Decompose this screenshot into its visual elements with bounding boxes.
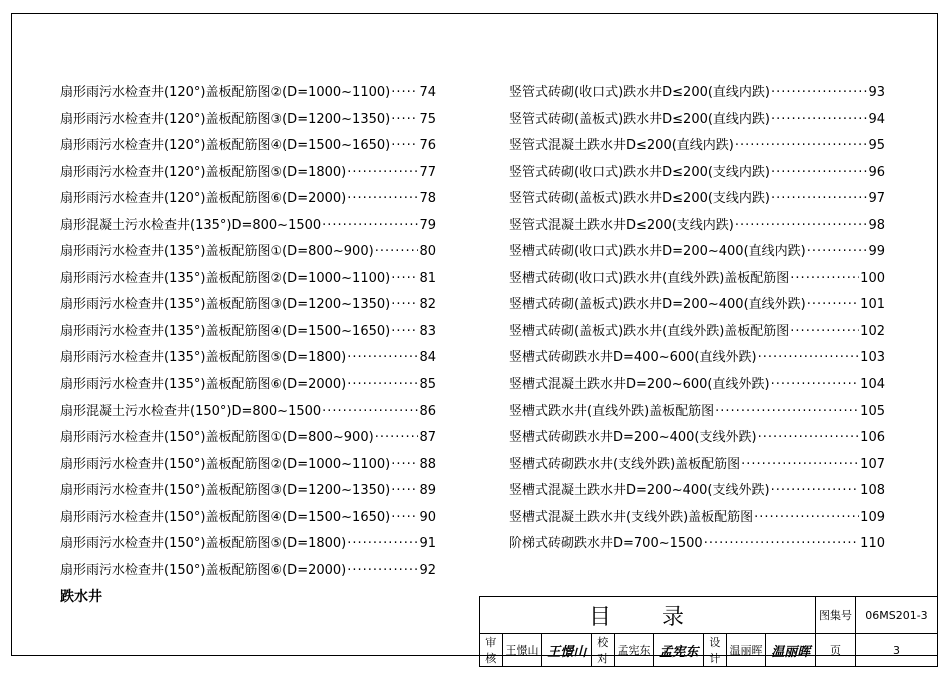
toc-entry-title: 扇形雨污水检查井(150°)盖板配筋图⑤(D=1800)	[60, 536, 347, 552]
toc-leader-dots	[758, 345, 860, 372]
toc-entry	[60, 239, 436, 266]
toc-entry	[60, 558, 436, 585]
toc-leader-dots	[391, 292, 418, 319]
toc-entry-page: 88	[419, 456, 436, 472]
toc-leader-dots	[735, 213, 868, 240]
toc-entry	[60, 292, 436, 319]
toc-leader-dots	[322, 213, 418, 240]
toc-entry	[509, 186, 885, 213]
toc-entry-page: 101	[860, 297, 885, 313]
toc-entry-title: 扇形雨污水检查井(120°)盖板配筋图③(D=1200~1350)	[60, 111, 391, 127]
toc-entry-title: 竖槽式砖砌(收口式)跌水井(直线外跌)盖板配筋图	[509, 270, 790, 286]
toc-leader-dots	[771, 186, 867, 213]
toc-entry-title: 扇形混凝土污水检查井(150°)D=800~1500	[60, 403, 322, 419]
toc-leader-dots	[735, 133, 868, 160]
toc-entry	[509, 266, 885, 293]
toc-leader-dots	[347, 531, 418, 558]
toc-entry-page: 85	[419, 377, 436, 393]
toc-entry-title: 扇形雨污水检查井(150°)盖板配筋图④(D=1500~1650)	[60, 509, 391, 525]
toc-leader-dots	[391, 133, 418, 160]
toc-entry-page: 94	[868, 111, 885, 127]
toc-entry	[60, 399, 436, 426]
toc-leader-dots	[771, 478, 860, 505]
toc-entry-title: 竖管式砖砌(收口式)跌水井D≤200(支线内跌)	[509, 164, 771, 180]
toc-entry-page: 105	[860, 403, 885, 419]
toc-leader-dots	[322, 399, 418, 426]
toc-leader-dots	[771, 372, 860, 399]
toc-entry-page: 79	[419, 217, 436, 233]
toc-entry	[509, 505, 885, 532]
toc-leader-dots	[771, 107, 867, 134]
toc-entry-page: 92	[419, 562, 436, 578]
toc-leader-dots	[790, 266, 859, 293]
toc-entry-page: 81	[419, 270, 436, 286]
toc-entry	[509, 478, 885, 505]
toc-leader-dots	[391, 266, 418, 293]
toc-entry-title: 扇形雨污水检查井(135°)盖板配筋图⑤(D=1800)	[60, 350, 347, 366]
toc-entry-title: 扇形雨污水检查井(135°)盖板配筋图③(D=1200~1350)	[60, 297, 391, 313]
toc-entry	[509, 531, 885, 558]
toc-entry	[509, 319, 885, 346]
toc-entry-title: 扇形雨污水检查井(135°)盖板配筋图⑥(D=2000)	[60, 377, 347, 393]
toc-entry-page: 80	[419, 244, 436, 260]
toc-leader-dots	[391, 107, 418, 134]
toc-entry	[60, 107, 436, 134]
toc-leader-dots	[391, 505, 418, 532]
toc-entry	[509, 372, 885, 399]
toc-leader-dots	[715, 399, 859, 426]
toc-entry-title: 竖管式砖砌(盖板式)跌水井D≤200(直线内跌)	[509, 111, 771, 127]
toc-entry-title: 竖槽式砖砌(盖板式)跌水井(直线外跌)盖板配筋图	[509, 323, 790, 339]
toc-entry-title: 竖槽式混凝土跌水井D=200~600(直线外跌)	[509, 377, 770, 393]
design-signature: 温丽晖	[766, 634, 816, 667]
toc-entry	[509, 399, 885, 426]
toc-entry-page: 75	[419, 111, 436, 127]
toc-entry-title: 竖槽式砖砌(盖板式)跌水井D=200~400(直线外跌)	[509, 297, 806, 313]
page-label: 页	[816, 634, 856, 667]
toc-entry-title: 竖槽式砖砌跌水井D=400~600(直线外跌)	[509, 350, 757, 366]
toc-entry-title: 扇形雨污水检查井(120°)盖板配筋图⑥(D=2000)	[60, 191, 347, 207]
toc-entry-page: 91	[419, 536, 436, 552]
page-number: 3	[855, 634, 937, 667]
toc-entry-page: 107	[860, 456, 885, 472]
review-label: 审核	[480, 634, 503, 667]
toc-entry	[60, 133, 436, 160]
toc-entry	[509, 160, 885, 187]
toc-entry-page: 102	[860, 323, 885, 339]
toc-entry-page: 109	[860, 509, 885, 525]
review-name: 王憬山	[502, 634, 542, 667]
design-label: 设计	[704, 634, 727, 667]
check-label: 校对	[592, 634, 615, 667]
toc-leader-dots	[771, 80, 867, 107]
toc-entry-title: 竖槽式砖砌跌水井D=200~400(支线外跌)	[509, 430, 757, 446]
check-name: 孟宪东	[614, 634, 654, 667]
toc-entry-title: 竖槽式跌水井(直线外跌)盖板配筋图	[509, 403, 715, 419]
section-heading: 跌水井	[60, 589, 102, 605]
toc-entry-title: 阶梯式砖砌跌水井D=700~1500	[509, 536, 703, 552]
design-name: 温丽晖	[726, 634, 766, 667]
toc-leader-dots	[375, 425, 419, 452]
toc-leader-dots	[375, 239, 419, 266]
toc-entry-page: 74	[419, 85, 436, 100]
toc-entry-title: 竖管式砖砌(盖板式)跌水井D≤200(支线内跌)	[509, 191, 771, 207]
toc-entry	[509, 80, 885, 107]
toc-entry-title: 竖管式混凝土跌水井D≤200(直线内跌)	[509, 138, 734, 154]
toc-leader-dots	[347, 345, 418, 372]
toc-leader-dots	[347, 558, 418, 585]
toc-entry-title: 扇形雨污水检查井(120°)盖板配筋图⑤(D=1800)	[60, 164, 347, 180]
toc-entry-title: 扇形混凝土污水检查井(135°)D=800~1500	[60, 217, 322, 233]
toc-entry-title: 扇形雨污水检查井(135°)盖板配筋图④(D=1500~1650)	[60, 323, 391, 339]
toc-entry-page: 90	[419, 509, 436, 525]
toc-entry-page: 89	[419, 483, 436, 499]
toc-entry-page: 84	[419, 350, 436, 366]
toc-entry-page: 108	[860, 483, 885, 499]
toc-entry-title: 竖槽式砖砌(收口式)跌水井D=200~400(直线内跌)	[509, 244, 806, 260]
atlas-number: 06MS201-3	[855, 597, 937, 634]
toc-leader-dots	[391, 80, 418, 107]
toc-leader-dots	[807, 239, 868, 266]
toc-entry	[60, 80, 436, 107]
toc-entry-page: 96	[868, 164, 885, 180]
toc-entry-page: 77	[419, 164, 436, 180]
toc-leader-dots	[754, 505, 859, 532]
toc-entry	[60, 213, 436, 240]
review-signature: 王憬山	[542, 634, 592, 667]
toc-entry-title: 竖管式砖砌(收口式)跌水井D≤200(直线内跌)	[509, 85, 771, 100]
toc-leader-dots	[347, 372, 418, 399]
atlas-number-label: 图集号	[816, 597, 856, 634]
toc-leader-dots	[771, 160, 867, 187]
toc-leader-dots	[347, 160, 418, 187]
toc-entry-page: 97	[868, 191, 885, 207]
toc-entry	[509, 107, 885, 134]
toc-leader-dots	[391, 452, 418, 479]
toc-leader-dots	[790, 319, 859, 346]
toc-entry	[509, 133, 885, 160]
toc-entry	[60, 425, 436, 452]
toc-entry	[60, 266, 436, 293]
toc-entry	[60, 478, 436, 505]
toc-entry-page: 98	[868, 217, 885, 233]
toc-right-column	[509, 80, 885, 558]
toc-entry-page: 103	[860, 350, 885, 366]
toc-entry	[60, 505, 436, 532]
toc-entry-page: 76	[419, 138, 436, 154]
toc-entry-page: 78	[419, 191, 436, 207]
check-signature: 孟宪东	[654, 634, 704, 667]
toc-leader-dots	[741, 452, 859, 479]
toc-leader-dots	[347, 186, 418, 213]
toc-entry-page: 82	[419, 297, 436, 313]
toc-leader-dots	[391, 478, 418, 505]
toc-entry-page: 83	[419, 323, 436, 339]
toc-entry-page: 95	[868, 138, 885, 154]
toc-entry-page: 104	[860, 377, 885, 393]
toc-entry	[60, 345, 436, 372]
toc-left-column	[60, 80, 436, 584]
toc-entry	[60, 372, 436, 399]
toc-entry-title: 扇形雨污水检查井(150°)盖板配筋图⑥(D=2000)	[60, 562, 347, 578]
toc-entry-title: 竖槽式砖砌跌水井(支线外跌)盖板配筋图	[509, 456, 741, 472]
toc-entry	[509, 425, 885, 452]
drawing-title: 目 录	[480, 597, 816, 634]
toc-entry	[509, 292, 885, 319]
toc-entry-page: 110	[860, 536, 885, 552]
toc-entry-page: 87	[419, 430, 436, 446]
toc-leader-dots	[758, 425, 860, 452]
toc-entry-title: 扇形雨污水检查井(135°)盖板配筋图①(D=800~900)	[60, 244, 374, 260]
toc-entry	[509, 345, 885, 372]
toc-entry-title: 竖槽式混凝土跌水井D=200~400(支线外跌)	[509, 483, 770, 499]
toc-entry	[60, 160, 436, 187]
toc-entry-page: 100	[860, 270, 885, 286]
toc-leader-dots	[704, 531, 859, 558]
toc-entry-title: 扇形雨污水检查井(135°)盖板配筋图②(D=1000~1100)	[60, 270, 391, 286]
toc-entry-title: 竖槽式混凝土跌水井(支线外跌)盖板配筋图	[509, 509, 754, 525]
toc-entry-title: 扇形雨污水检查井(120°)盖板配筋图②(D=1000~1100)	[60, 85, 391, 100]
toc-entry-page: 106	[860, 430, 885, 446]
toc-entry-page: 86	[419, 403, 436, 419]
toc-leader-dots	[391, 319, 418, 346]
toc-entry-title: 扇形雨污水检查井(150°)盖板配筋图①(D=800~900)	[60, 430, 374, 446]
toc-entry	[60, 186, 436, 213]
toc-leader-dots	[807, 292, 859, 319]
toc-entry-page: 93	[868, 85, 885, 100]
toc-entry	[509, 239, 885, 266]
toc-entry-title: 扇形雨污水检查井(120°)盖板配筋图④(D=1500~1650)	[60, 138, 391, 154]
toc-entry	[60, 452, 436, 479]
toc-entry-title: 扇形雨污水检查井(150°)盖板配筋图②(D=1000~1100)	[60, 456, 391, 472]
toc-entry-title: 竖管式混凝土跌水井D≤200(支线内跌)	[509, 217, 734, 233]
toc-entry	[60, 319, 436, 346]
toc-entry	[509, 213, 885, 240]
toc-entry	[60, 531, 436, 558]
title-block	[479, 596, 938, 667]
toc-entry-page: 99	[868, 244, 885, 260]
toc-entry-title: 扇形雨污水检查井(150°)盖板配筋图③(D=1200~1350)	[60, 483, 391, 499]
toc-entry	[509, 452, 885, 479]
